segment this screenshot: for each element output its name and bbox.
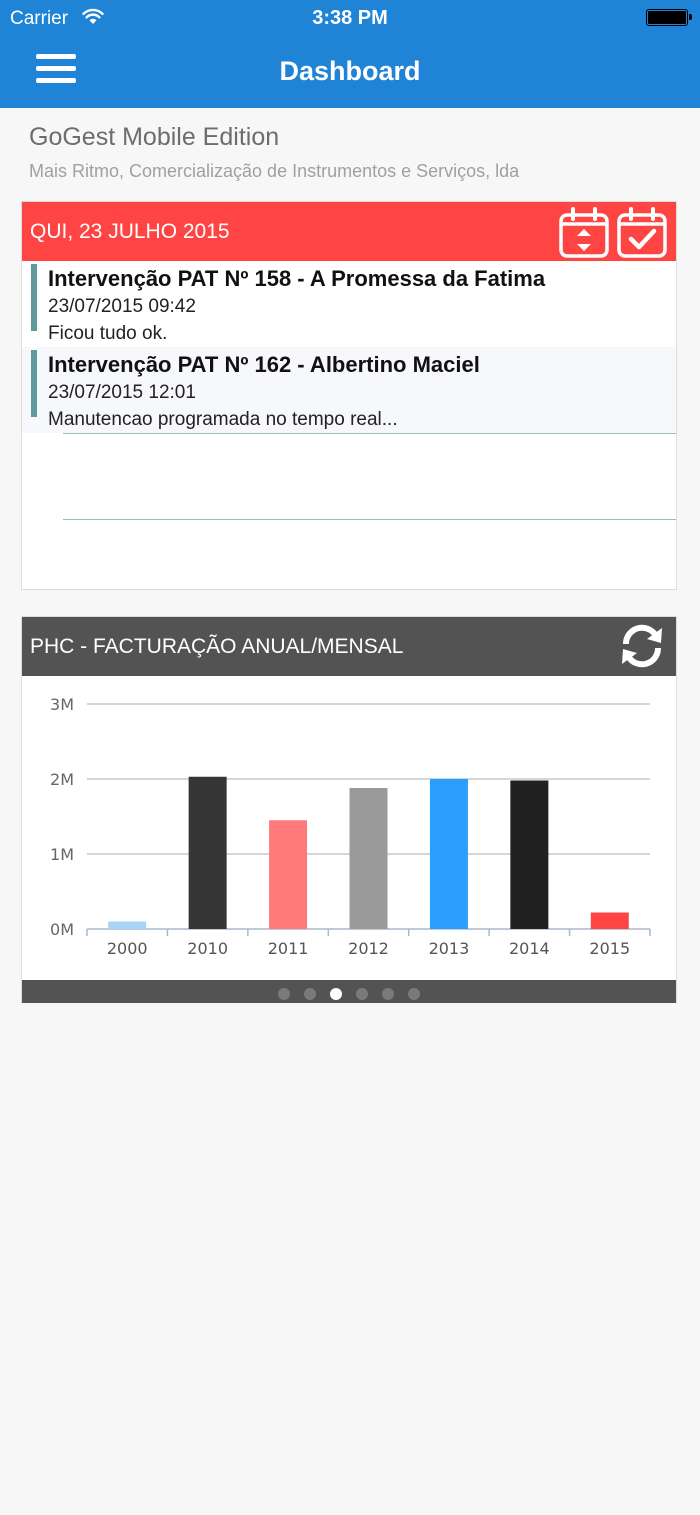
chart-header	[22, 617, 676, 676]
y-tick-label: 3M	[50, 695, 74, 714]
chart-pager	[22, 980, 676, 1003]
x-tick-label: 2012	[348, 939, 389, 958]
item-divider	[63, 433, 676, 434]
calendar-date: QUI, 23 JULHO 2015	[30, 220, 230, 243]
item-note: Manutencao programada no tempo real...	[48, 409, 398, 430]
chart-card-title: PHC - FACTURAÇÃO ANUAL/MENSAL	[30, 635, 404, 658]
page-dot[interactable]	[356, 988, 368, 1000]
battery-icon	[646, 9, 688, 26]
revenue-bar-chart	[22, 676, 676, 980]
item-title: Intervenção PAT Nº 158 - A Promessa da Fatima	[48, 266, 546, 291]
company-name: Mais Ritmo, Comercialização de Instrumentos e Serviços, lda	[29, 161, 520, 181]
item-accent-bar	[31, 264, 37, 331]
status-time: 3:38 PM	[312, 7, 388, 29]
calendar-check-icon[interactable]	[616, 207, 668, 259]
item-note: Ficou tudo ok.	[48, 323, 168, 344]
x-tick-label: 2000	[106, 939, 148, 958]
x-tick-label: 2013	[428, 939, 470, 958]
page-dot[interactable]	[408, 988, 420, 1000]
x-tick-label: 2015	[589, 939, 631, 958]
carrier-label: Carrier	[10, 8, 69, 29]
bar	[269, 820, 307, 929]
bar	[510, 781, 548, 930]
y-tick-label: 2M	[50, 770, 74, 789]
y-tick-label: 0M	[50, 920, 74, 939]
page-dot[interactable]	[304, 988, 316, 1000]
page-dot[interactable]	[330, 988, 342, 1000]
x-tick-label: 2011	[267, 939, 309, 958]
app-title: GoGest Mobile Edition	[29, 123, 280, 151]
calendar-header	[22, 202, 676, 261]
nav-title: Dashboard	[279, 56, 421, 86]
empty-row-divider	[63, 519, 676, 520]
calendar-card	[21, 201, 677, 590]
item-datetime: 23/07/2015 12:01	[48, 382, 196, 403]
top-bar	[0, 0, 700, 108]
bar	[591, 913, 629, 930]
bar	[350, 788, 388, 929]
item-datetime: 23/07/2015 09:42	[48, 296, 196, 317]
item-title: Intervenção PAT Nº 162 - Albertino Maciel	[48, 352, 480, 377]
page-dot[interactable]	[278, 988, 290, 1000]
list-item[interactable]	[22, 347, 676, 433]
y-tick-label: 1M	[50, 845, 74, 864]
refresh-icon[interactable]	[618, 622, 666, 670]
bar	[189, 777, 227, 929]
page-dot[interactable]	[382, 988, 394, 1000]
list-item[interactable]	[22, 261, 676, 347]
bar	[108, 922, 146, 930]
appointment-list	[22, 261, 676, 433]
status-bar	[0, 0, 700, 36]
x-tick-label: 2014	[508, 939, 550, 958]
bar	[430, 779, 468, 929]
page-dots	[22, 988, 676, 1000]
x-tick-label: 2010	[187, 939, 229, 958]
calendar-sort-icon[interactable]	[558, 207, 610, 259]
item-accent-bar	[31, 350, 37, 417]
chart-card	[21, 616, 677, 1003]
